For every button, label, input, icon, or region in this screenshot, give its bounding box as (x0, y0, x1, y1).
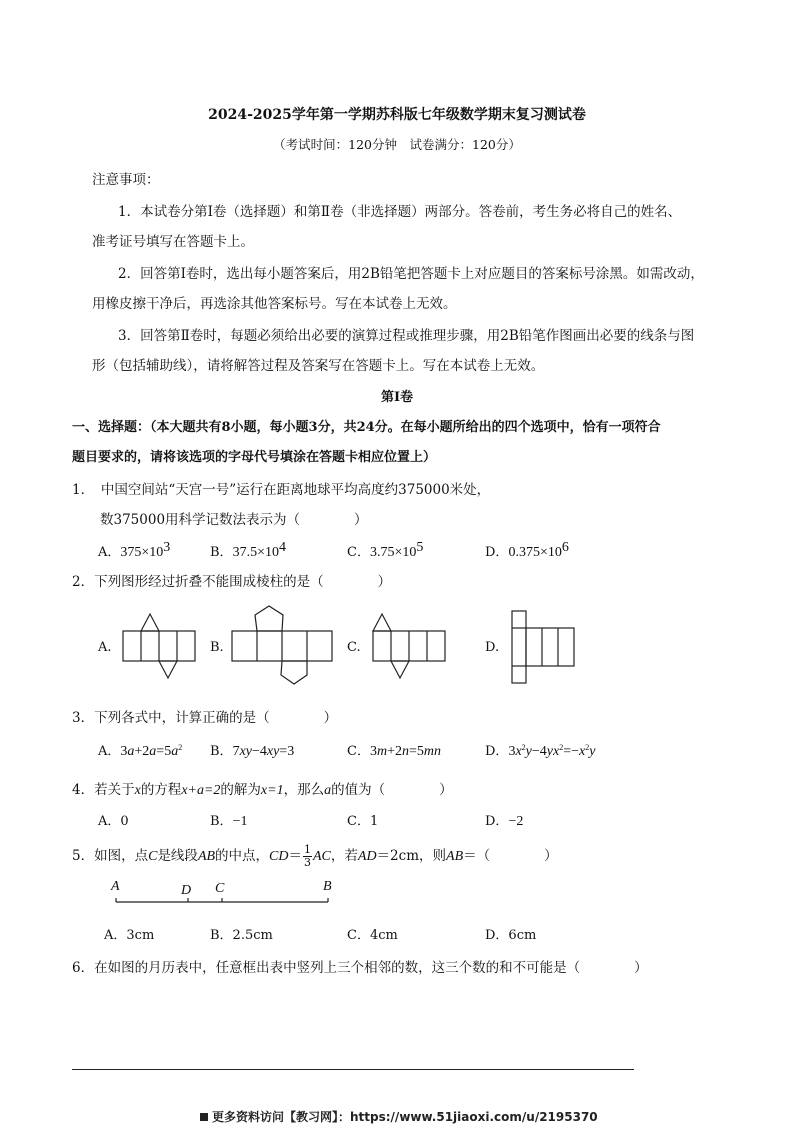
notice-item1-line1: 1．本试卷分第Ⅰ卷（选择题）和第Ⅱ卷（非选择题）两部分。答卷前，考生务必将自己的姓名、 (118, 204, 682, 220)
notice-item2-line2: 用橡皮擦干净后，再选涂其他答案标号。写在本试卷上无效。 (92, 296, 457, 312)
section-instruction-line1: 一、选择题：（本大题共有8小题，每小题3分，共24分。在每小题所给出的四个选项中，恰有一项符合 (72, 420, 661, 435)
q1-option-d: D．$0.375\times 10^6$ (485, 540, 569, 560)
q4-option-a: A．0 (98, 814, 129, 829)
q4-option-b: B．−1 (210, 814, 248, 829)
q3-option-c: C．3m+2n=5mn (347, 744, 442, 759)
net-figure-d (511, 610, 576, 686)
section-instruction-line2: 题目要求的，请将该选项的字母代号填涂在答题卡相应位置上） (72, 450, 437, 465)
q3-option-d: D．$3x^2y-4yx^2=-x^2y$ (485, 743, 596, 759)
net-figure-b (231, 604, 333, 686)
q6-stem: 6．在如图的月历表中，任意框出表中竖列上三个相邻的数，这三个数的和不可能是（ ） (72, 960, 648, 976)
q3-option-a: A．$3a+2a=5a^2$ (98, 743, 183, 759)
q1-stem-line2: 数375000用科学记数法表示为（ ） (100, 512, 368, 528)
notice-item3-line1: 3．回答第Ⅱ卷时，每题必须给出必要的演算过程或推理步骤，用2B铅笔作图画出必要的线条与图 (118, 328, 695, 344)
segment-point-b: B (323, 879, 332, 894)
segment-point-a: A (111, 879, 120, 894)
net-figure-c (372, 612, 447, 680)
q2-stem: 2．下列图形经过折叠不能围成棱柱的是（ ） (72, 574, 392, 590)
flag-icon (200, 1113, 208, 1121)
q1-option-a: A．$375\times 10^3$ (98, 540, 171, 560)
q1-stem-line1: 1． 中国空间站“天宫一号”运行在距离地球平均高度约375000米处， (72, 482, 491, 498)
notice-item2-line1: 2．回答第Ⅰ卷时，选出每小题答案后，用2B铅笔把答题卡上对应题目的答案标号涂黑。如需改动， (118, 266, 704, 282)
q2-label-d: D. (485, 640, 500, 655)
q4-option-d: D．−2 (485, 814, 524, 829)
q4-stem: 4．若关于x的方程x+a=2的解为x=1，那么a的值为（ ） (72, 782, 453, 798)
segment-point-c: C (215, 881, 225, 896)
segment-point-d: D (181, 883, 192, 898)
q2-label-b: B. (210, 640, 224, 655)
q5-option-d: D．6cm (485, 928, 537, 943)
segment-diagram (110, 880, 340, 910)
q2-label-a: A. (98, 640, 112, 655)
q5-option-b: B．2.5cm (210, 928, 273, 943)
notice-heading: 注意事项： (92, 172, 160, 188)
section-title: 第Ⅰ卷 (380, 390, 414, 405)
footer-link[interactable]: 更多资料访问【教习网】：https://www.51jiaoxi.com/u/2195370 (200, 1108, 598, 1125)
q5-stem: 5．如图，点C是线段AB的中点，CD＝ $\frac{1}{3}$ AC，若AD＝2cm，则AB＝（ ） (72, 843, 558, 869)
fraction-one-third: $\frac{1}{3}$ (304, 843, 311, 869)
notice-item3-line2: 形（包括辅助线），请将解答过程及答案写在答题卡上。写在本试卷上无效。 (92, 358, 545, 374)
q4-option-c: C．1 (347, 814, 379, 829)
q1-option-b: B．$37.5\times 10^4$ (210, 540, 286, 560)
footer-divider (72, 1069, 634, 1070)
exam-title: 2024-2025学年第一学期苏科版七年级数学期末复习测试卷 (208, 107, 586, 123)
q5-option-c: C．4cm (347, 928, 398, 943)
q3-stem: 3．下列各式中，计算正确的是（ ） (72, 710, 338, 726)
notice-item1-line2: 准考证号填写在答题卡上。 (92, 234, 254, 250)
exam-subtitle: （考试时间：120分钟 试卷满分：120分） (273, 137, 521, 152)
q5-option-a: A．3cm (104, 928, 155, 943)
q2-label-c: C. (347, 640, 361, 655)
net-figure-a (122, 612, 197, 680)
q1-option-c: C．$3.75\times 10^5$ (347, 540, 424, 560)
q3-option-b: B．7xy−4xy=3 (210, 744, 295, 759)
